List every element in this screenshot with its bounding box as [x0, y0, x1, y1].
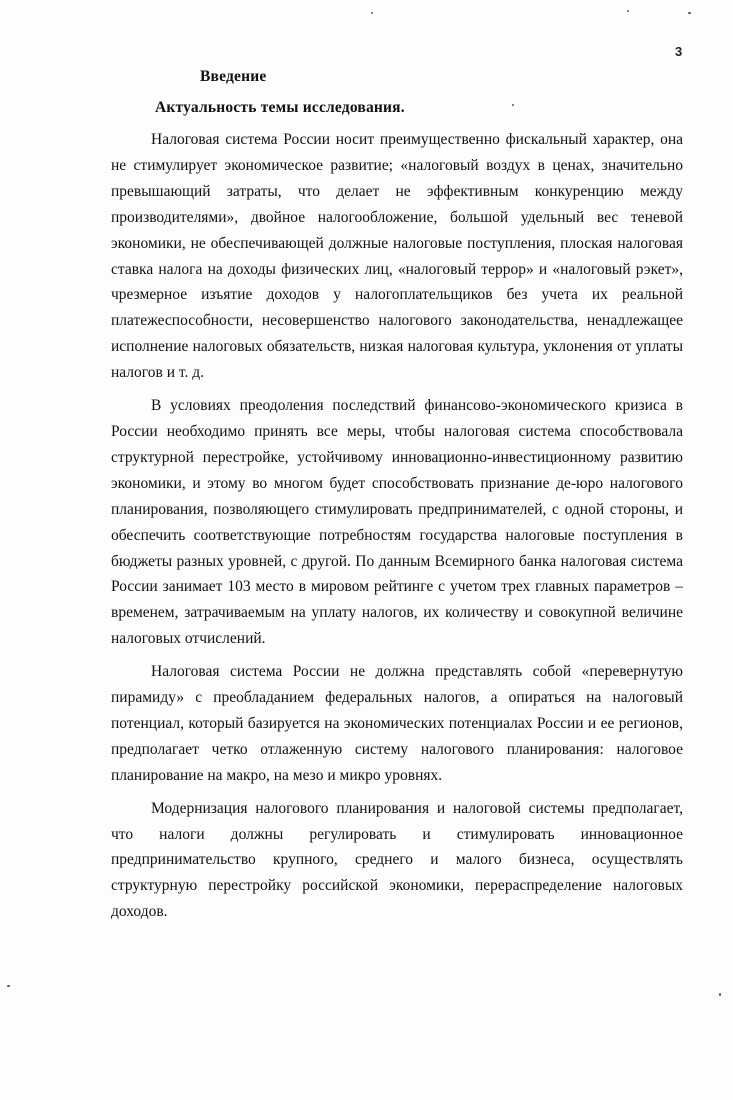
scan-speck: [371, 12, 373, 14]
scan-speck: [512, 104, 514, 106]
scan-speck: [688, 12, 691, 14]
paragraph-2: В условиях преодоления последствий финансово-экономического кризиса в России необходимо принять все меры, чтобы налоговая система способствовала структурной перестройке, устойчивому инновационно-инвестиционному развитию экономики, и этому во многом будет способствовать признание де-юро налогового планирования, позволяющего стимулировать предпринимателей, с одной стороны, и обеспечить соответствующие потребностям государства налоговые поступления в бюджеты разных уровней, с другой. По данным Всемирного банка налоговая система России занимает 103 место в мировом рейтинге с учетом трех главных параметров – временем, затрачиваемым на уплату налогов, их количеству и совокупной величине налоговых отчислений.: [111, 397, 683, 648]
scan-speck: [7, 985, 10, 987]
scan-speck: [627, 10, 629, 12]
section-heading: Введение: [200, 68, 267, 85]
paragraph-4: Модернизация налогового планирования и налоговой системы предполагает, что налоги должны регулировать и стимулировать инновационное предпринимательство крупного, среднего и малого бизнеса, осуществлять структурную перестройку российской экономики, перераспределение налоговых доходов.: [111, 799, 683, 921]
scan-speck: [719, 993, 721, 996]
paragraph-1: Налоговая система России носит преимущественно фискальный характер, она не стимулирует экономическое развитие; «налоговый воздух в ценах, значительно превышающий затраты, что делает не эффективным конкуренцию между производителями», двойное налогообложение, большой удельный вес теневой экономики, не обеспечивающей должные налоговые поступления, плоская налоговая ставка налога на доходы физических лиц, «налоговый террор» и «налоговый рэкет», чрезмерное изъятие доходов у налогоплательщиков без учета их реальной платежеспособности, несовершенство налогового законодательства, ненадлежащее исполнение налоговых обязательств, низкая налоговая культура, уклонения от уплаты налогов и т. д.: [111, 131, 683, 382]
body-text: [111, 127, 683, 925]
page-number: 3: [675, 44, 683, 59]
section-subheading: Актуальность темы исследования.: [155, 99, 405, 116]
paragraph-3: Налоговая система России не должна представлять собой «перевернутую пирамиду» с преобладанием федеральных налогов, а опираться на налоговый потенциал, который базируется на экономических потенциалах России и ее регионов, предполагает четко отлаженную систему налогового планирования: налоговое планирование на макро, на мезо и микро уровнях.: [111, 663, 683, 784]
